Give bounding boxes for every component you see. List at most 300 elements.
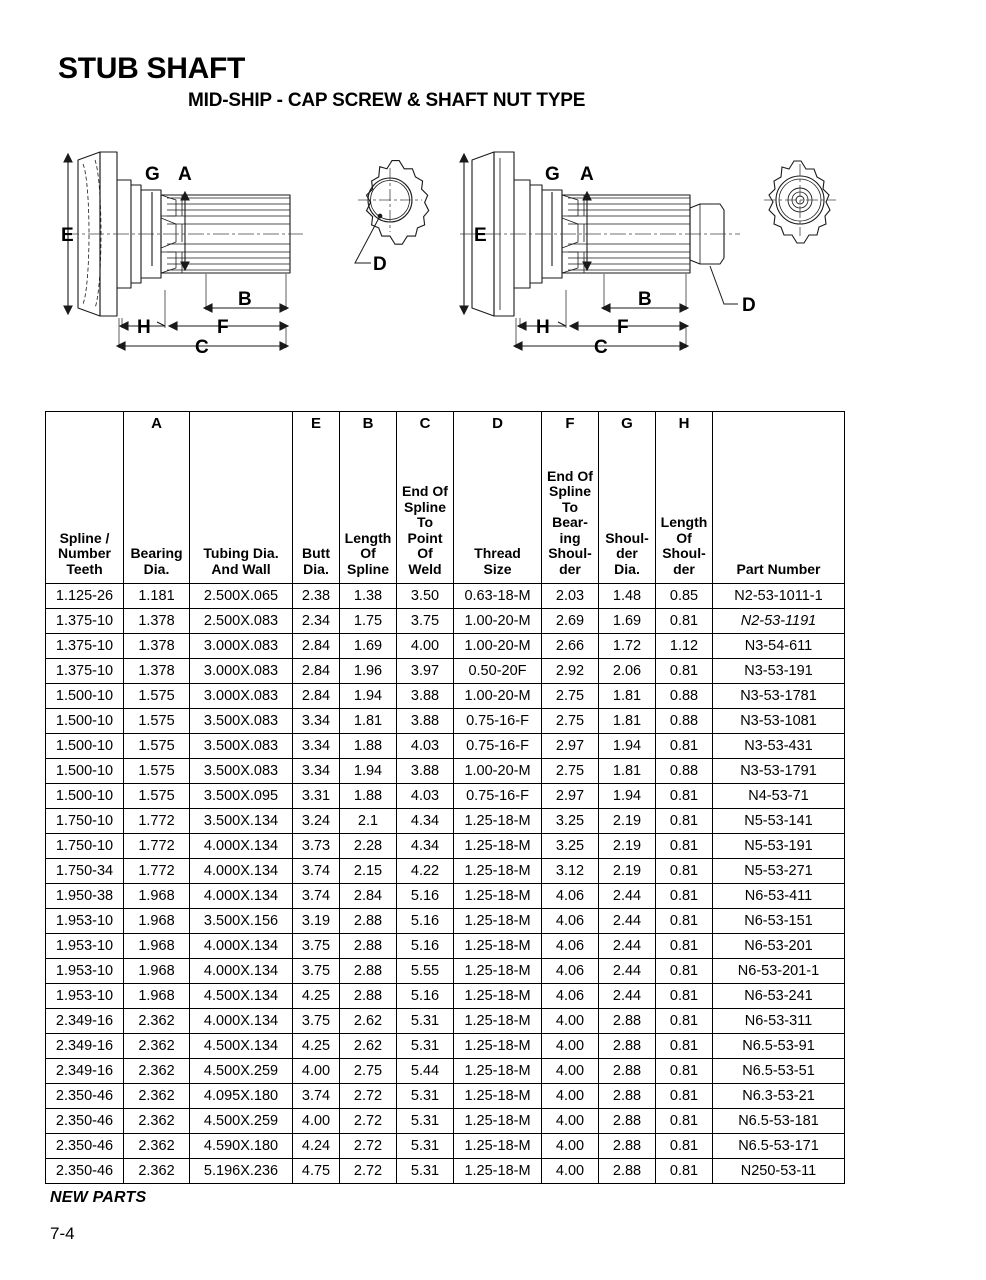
cell-bearing: 2.362 (124, 1134, 190, 1159)
cell-weld: 5.31 (397, 1034, 454, 1059)
table-row (46, 784, 845, 809)
cell-h: 0.81 (656, 834, 713, 859)
cell-g: 2.88 (599, 1009, 656, 1034)
cell-part: N250-53-11 (713, 1159, 845, 1184)
cell-length: 1.94 (340, 684, 397, 709)
cell-weld: 4.03 (397, 784, 454, 809)
cell-f: 2.75 (542, 759, 599, 784)
cell-f: 4.06 (542, 934, 599, 959)
table-row (46, 659, 845, 684)
cell-length: 2.72 (340, 1159, 397, 1184)
cell-length: 2.1 (340, 809, 397, 834)
header-description: Tubing Dia. And Wall (203, 545, 279, 577)
cell-h: 0.81 (656, 934, 713, 959)
cell-part: N2-53-1011-1 (713, 584, 845, 609)
cell-spline: 1.953-10 (46, 934, 124, 959)
cell-thread: 1.00-20-M (454, 759, 542, 784)
cell-g: 1.81 (599, 684, 656, 709)
header-description: Length Of Spline (344, 529, 392, 577)
cell-bearing: 2.362 (124, 1009, 190, 1034)
table-row (46, 709, 845, 734)
cell-butt: 3.19 (293, 909, 340, 934)
cell-butt: 4.25 (293, 984, 340, 1009)
cell-tubing: 3.000X.083 (190, 634, 293, 659)
cell-spline: 1.500-10 (46, 784, 124, 809)
stub-shaft-drawing-cap-screw (45, 138, 465, 363)
cell-part: N5-53-271 (713, 859, 845, 884)
cell-spline: 1.950-38 (46, 884, 124, 909)
cell-butt: 3.75 (293, 1009, 340, 1034)
cell-thread: 1.00-20-M (454, 609, 542, 634)
cell-h: 0.81 (656, 884, 713, 909)
dim-label-A: A (178, 164, 192, 185)
column-header-desc-0 (46, 412, 124, 584)
cell-length: 2.84 (340, 884, 397, 909)
cell-spline: 1.500-10 (46, 734, 124, 759)
cell-f: 4.06 (542, 909, 599, 934)
cell-g: 2.88 (599, 1059, 656, 1084)
cell-length: 2.75 (340, 1059, 397, 1084)
cell-h: 0.81 (656, 1159, 713, 1184)
column-header-desc-10 (713, 412, 845, 584)
cell-butt: 3.34 (293, 759, 340, 784)
cell-length: 2.62 (340, 1034, 397, 1059)
dim-label-F: F (217, 317, 229, 338)
cell-butt: 2.34 (293, 609, 340, 634)
cell-part: N3-53-1781 (713, 684, 845, 709)
cell-f: 4.00 (542, 1034, 599, 1059)
cell-spline: 1.500-10 (46, 709, 124, 734)
cell-length: 2.72 (340, 1109, 397, 1134)
cell-thread: 1.25-18-M (454, 1034, 542, 1059)
cell-bearing: 1.968 (124, 909, 190, 934)
table-row (46, 759, 845, 784)
cell-butt: 3.31 (293, 784, 340, 809)
cell-butt: 4.24 (293, 1134, 340, 1159)
cell-part: N5-53-191 (713, 834, 845, 859)
cell-weld: 3.88 (397, 709, 454, 734)
cell-tubing: 3.500X.134 (190, 809, 293, 834)
cell-thread: 0.63-18-M (454, 584, 542, 609)
dim-label-H: H (137, 317, 151, 338)
cell-spline: 2.349-16 (46, 1034, 124, 1059)
cell-bearing: 1.772 (124, 859, 190, 884)
cell-thread: 1.00-20-M (454, 634, 542, 659)
cell-spline: 1.375-10 (46, 659, 124, 684)
cell-weld: 3.50 (397, 584, 454, 609)
cell-thread: 0.75-16-F (454, 784, 542, 809)
cell-butt: 4.25 (293, 1034, 340, 1059)
cell-thread: 1.25-18-M (454, 1159, 542, 1184)
cell-h: 0.81 (656, 734, 713, 759)
stub-shaft-specifications-table (45, 411, 845, 1184)
stub-shaft-drawing-shaft-nut (452, 138, 872, 363)
cell-f: 2.92 (542, 659, 599, 684)
cell-part: N6.5-53-91 (713, 1034, 845, 1059)
cell-f: 4.06 (542, 984, 599, 1009)
cell-g: 1.94 (599, 784, 656, 809)
cell-h: 0.85 (656, 584, 713, 609)
cell-h: 0.81 (656, 1134, 713, 1159)
cell-tubing: 5.196X.236 (190, 1159, 293, 1184)
cell-thread: 0.75-16-F (454, 734, 542, 759)
cell-tubing: 2.500X.083 (190, 609, 293, 634)
cell-g: 1.81 (599, 709, 656, 734)
cell-thread: 1.25-18-M (454, 834, 542, 859)
cell-butt: 4.00 (293, 1059, 340, 1084)
cell-thread: 1.00-20-M (454, 684, 542, 709)
cell-g: 2.88 (599, 1084, 656, 1109)
cell-length: 2.15 (340, 859, 397, 884)
cell-h: 0.81 (656, 784, 713, 809)
cell-length: 1.38 (340, 584, 397, 609)
cell-tubing: 3.500X.156 (190, 909, 293, 934)
cell-part: N6.5-53-171 (713, 1134, 845, 1159)
cell-length: 1.88 (340, 734, 397, 759)
cell-bearing: 2.362 (124, 1084, 190, 1109)
cell-butt: 4.75 (293, 1159, 340, 1184)
cell-weld: 4.22 (397, 859, 454, 884)
new-parts-note: NEW PARTS (50, 1189, 147, 1206)
cell-h: 0.81 (656, 1009, 713, 1034)
cell-tubing: 4.000X.134 (190, 859, 293, 884)
cell-f: 2.97 (542, 784, 599, 809)
header-description: Length Of Shoul- der (660, 514, 708, 577)
cell-part: N6.5-53-51 (713, 1059, 845, 1084)
cell-g: 1.81 (599, 759, 656, 784)
cell-tubing: 4.095X.180 (190, 1084, 293, 1109)
cell-spline: 1.750-10 (46, 834, 124, 859)
column-header-d (454, 412, 542, 584)
table-row (46, 859, 845, 884)
cell-f: 4.00 (542, 1159, 599, 1184)
cell-part: N6.3-53-21 (713, 1084, 845, 1109)
cell-bearing: 1.181 (124, 584, 190, 609)
table-body (46, 584, 845, 1184)
cell-f: 2.03 (542, 584, 599, 609)
cell-f: 3.12 (542, 859, 599, 884)
cell-butt: 2.84 (293, 684, 340, 709)
cell-butt: 3.75 (293, 934, 340, 959)
cell-bearing: 2.362 (124, 1059, 190, 1084)
cell-tubing: 4.000X.134 (190, 884, 293, 909)
header-description: Shoul- der Dia. (605, 529, 649, 577)
cell-spline: 1.750-10 (46, 809, 124, 834)
cell-spline: 2.350-46 (46, 1159, 124, 1184)
cell-spline: 1.375-10 (46, 609, 124, 634)
cell-butt: 2.38 (293, 584, 340, 609)
cell-tubing: 3.500X.083 (190, 734, 293, 759)
cell-bearing: 1.772 (124, 834, 190, 859)
column-header-desc-2 (190, 412, 293, 584)
cell-h: 0.88 (656, 709, 713, 734)
cell-g: 2.44 (599, 984, 656, 1009)
table-row (46, 609, 845, 634)
header-letter: H (678, 415, 690, 432)
cell-tubing: 3.500X.083 (190, 759, 293, 784)
cell-length: 2.62 (340, 1009, 397, 1034)
cell-spline: 1.953-10 (46, 984, 124, 1009)
cell-thread: 1.25-18-M (454, 859, 542, 884)
column-header-g (599, 412, 656, 584)
cell-weld: 5.31 (397, 1134, 454, 1159)
cell-butt: 3.75 (293, 959, 340, 984)
table-row (46, 1059, 845, 1084)
cell-butt: 3.34 (293, 709, 340, 734)
cell-length: 2.72 (340, 1084, 397, 1109)
cell-thread: 1.25-18-M (454, 1109, 542, 1134)
cell-bearing: 1.575 (124, 784, 190, 809)
cell-tubing: 4.500X.259 (190, 1109, 293, 1134)
cell-g: 2.44 (599, 884, 656, 909)
dim-label-G: G (145, 164, 160, 185)
cell-spline: 1.125-26 (46, 584, 124, 609)
header-description: Part Number (736, 560, 821, 577)
cell-spline: 2.349-16 (46, 1009, 124, 1034)
cell-thread: 1.25-18-M (454, 959, 542, 984)
cell-weld: 4.03 (397, 734, 454, 759)
header-letter: E (310, 415, 321, 432)
cell-butt: 3.34 (293, 734, 340, 759)
cell-butt: 3.73 (293, 834, 340, 859)
cell-g: 1.48 (599, 584, 656, 609)
cell-spline: 2.349-16 (46, 1059, 124, 1084)
cell-part: N2-53-1191 (713, 609, 845, 634)
cell-part: N3-54-611 (713, 634, 845, 659)
cell-g: 2.44 (599, 909, 656, 934)
dim-label-B: B (638, 289, 652, 310)
cell-length: 2.28 (340, 834, 397, 859)
cell-spline: 1.500-10 (46, 759, 124, 784)
header-description: Bearing Dia. (130, 545, 183, 577)
dim-label-G: G (545, 164, 560, 185)
table-row (46, 1084, 845, 1109)
cell-spline: 2.350-46 (46, 1109, 124, 1134)
column-header-a (124, 412, 190, 584)
cell-h: 0.81 (656, 859, 713, 884)
cell-f: 2.66 (542, 634, 599, 659)
table-row (46, 1109, 845, 1134)
cell-bearing: 1.968 (124, 934, 190, 959)
column-header-e (293, 412, 340, 584)
cell-part: N6.5-53-181 (713, 1109, 845, 1134)
cell-weld: 5.16 (397, 984, 454, 1009)
cell-g: 2.19 (599, 809, 656, 834)
cell-part: N6-53-411 (713, 884, 845, 909)
cell-h: 0.81 (656, 1059, 713, 1084)
cell-length: 2.88 (340, 959, 397, 984)
cell-part: N5-53-141 (713, 809, 845, 834)
table-row (46, 734, 845, 759)
dim-label-E: E (61, 225, 74, 246)
cell-tubing: 4.500X.259 (190, 1059, 293, 1084)
cell-weld: 5.16 (397, 934, 454, 959)
header-letter: D (492, 415, 503, 432)
header-letter: F (565, 415, 575, 432)
cell-g: 1.69 (599, 609, 656, 634)
table-row (46, 909, 845, 934)
cell-part: N6-53-311 (713, 1009, 845, 1034)
cell-part: N6-53-201 (713, 934, 845, 959)
cell-h: 0.88 (656, 684, 713, 709)
cell-f: 4.06 (542, 959, 599, 984)
table-row (46, 1134, 845, 1159)
cell-h: 0.81 (656, 1084, 713, 1109)
cell-bearing: 2.362 (124, 1109, 190, 1134)
table-row (46, 1009, 845, 1034)
cell-g: 2.44 (599, 959, 656, 984)
cell-butt: 3.74 (293, 859, 340, 884)
cell-length: 1.96 (340, 659, 397, 684)
header-description: Spline / Number Teeth (58, 529, 111, 577)
cell-thread: 0.50-20F (454, 659, 542, 684)
cell-tubing: 2.500X.065 (190, 584, 293, 609)
cell-tubing: 4.000X.134 (190, 834, 293, 859)
cell-h: 0.81 (656, 984, 713, 1009)
cell-length: 2.72 (340, 1134, 397, 1159)
header-letter: A (151, 415, 162, 432)
cell-bearing: 1.378 (124, 609, 190, 634)
cell-part: N3-53-191 (713, 659, 845, 684)
cell-f: 4.00 (542, 1059, 599, 1084)
cell-length: 1.94 (340, 759, 397, 784)
table-row (46, 634, 845, 659)
table-row (46, 959, 845, 984)
cell-h: 0.81 (656, 959, 713, 984)
cell-spline: 2.350-46 (46, 1134, 124, 1159)
header-description: Thread Size (474, 545, 521, 577)
cell-f: 4.06 (542, 884, 599, 909)
cell-tubing: 4.000X.134 (190, 959, 293, 984)
cell-thread: 1.25-18-M (454, 884, 542, 909)
technical-drawings (0, 138, 986, 373)
cell-part: N6-53-201-1 (713, 959, 845, 984)
cell-h: 0.81 (656, 809, 713, 834)
title-block (0, 52, 986, 112)
cell-g: 2.44 (599, 934, 656, 959)
header-letter: G (621, 415, 633, 432)
cell-bearing: 1.968 (124, 884, 190, 909)
cell-length: 1.75 (340, 609, 397, 634)
cell-butt: 3.74 (293, 1084, 340, 1109)
cell-part: N4-53-71 (713, 784, 845, 809)
cell-thread: 1.25-18-M (454, 934, 542, 959)
header-description: End Of Spline To Point Of Weld (402, 483, 448, 577)
cell-thread: 1.25-18-M (454, 984, 542, 1009)
cell-bearing: 1.378 (124, 634, 190, 659)
table-row (46, 934, 845, 959)
cell-part: N6-53-151 (713, 909, 845, 934)
table-row (46, 834, 845, 859)
cell-bearing: 1.968 (124, 959, 190, 984)
cell-tubing: 3.500X.095 (190, 784, 293, 809)
cell-spline: 1.750-34 (46, 859, 124, 884)
cell-g: 1.94 (599, 734, 656, 759)
cell-bearing: 1.575 (124, 759, 190, 784)
cell-length: 2.88 (340, 934, 397, 959)
header-description: Butt Dia. (302, 545, 330, 577)
cell-bearing: 1.968 (124, 984, 190, 1009)
cell-g: 2.88 (599, 1159, 656, 1184)
cell-g: 2.88 (599, 1134, 656, 1159)
cell-weld: 3.88 (397, 759, 454, 784)
cell-h: 0.81 (656, 909, 713, 934)
cell-length: 1.69 (340, 634, 397, 659)
page-subtitle: MID-SHIP - CAP SCREW & SHAFT NUT TYPE (188, 90, 586, 111)
cell-weld: 5.31 (397, 1084, 454, 1109)
cell-weld: 5.31 (397, 1109, 454, 1134)
cell-f: 4.00 (542, 1084, 599, 1109)
cell-h: 0.81 (656, 1109, 713, 1134)
cell-length: 2.88 (340, 984, 397, 1009)
header-letter: C (419, 415, 431, 432)
dim-label-B: B (238, 289, 252, 310)
cell-thread: 1.25-18-M (454, 1059, 542, 1084)
cell-g: 2.88 (599, 1034, 656, 1059)
cell-length: 2.88 (340, 909, 397, 934)
cell-f: 3.25 (542, 834, 599, 859)
cell-tubing: 4.500X.134 (190, 984, 293, 1009)
cell-tubing: 3.000X.083 (190, 684, 293, 709)
dim-label-D: D (373, 254, 387, 275)
cell-tubing: 3.500X.083 (190, 709, 293, 734)
cell-f: 2.97 (542, 734, 599, 759)
cell-thread: 1.25-18-M (454, 1134, 542, 1159)
cell-h: 0.81 (656, 609, 713, 634)
cell-length: 1.81 (340, 709, 397, 734)
cell-g: 2.19 (599, 834, 656, 859)
cell-tubing: 4.590X.180 (190, 1134, 293, 1159)
column-header-b (340, 412, 397, 584)
cell-g: 2.06 (599, 659, 656, 684)
cell-spline: 1.375-10 (46, 634, 124, 659)
cell-part: N6-53-241 (713, 984, 845, 1009)
cell-spline: 1.500-10 (46, 684, 124, 709)
cell-f: 4.00 (542, 1009, 599, 1034)
dim-label-F: F (617, 317, 629, 338)
table-row (46, 984, 845, 1009)
cell-length: 1.88 (340, 784, 397, 809)
cell-g: 2.19 (599, 859, 656, 884)
header-description: End Of Spline To Bear- ing Shoul- der (547, 467, 593, 577)
cell-thread: 1.25-18-M (454, 809, 542, 834)
column-header-c (397, 412, 454, 584)
dim-label-C: C (594, 337, 608, 358)
cell-f: 4.00 (542, 1134, 599, 1159)
cell-weld: 4.34 (397, 834, 454, 859)
table-row (46, 1034, 845, 1059)
cell-weld: 3.97 (397, 659, 454, 684)
cell-bearing: 1.575 (124, 709, 190, 734)
cell-butt: 3.74 (293, 884, 340, 909)
table-row (46, 584, 845, 609)
cell-thread: 1.25-18-M (454, 1084, 542, 1109)
header-letter: B (362, 415, 374, 432)
table-row (46, 1159, 845, 1184)
cell-f: 2.69 (542, 609, 599, 634)
page-title: STUB SHAFT (58, 52, 245, 85)
dim-label-A: A (580, 164, 594, 185)
cell-butt: 4.00 (293, 1109, 340, 1134)
cell-weld: 5.44 (397, 1059, 454, 1084)
table-row (46, 684, 845, 709)
cell-f: 2.75 (542, 709, 599, 734)
table-header-row (46, 412, 845, 584)
cell-tubing: 4.500X.134 (190, 1034, 293, 1059)
cell-bearing: 1.772 (124, 809, 190, 834)
cell-bearing: 1.378 (124, 659, 190, 684)
dim-label-H: H (536, 317, 550, 338)
